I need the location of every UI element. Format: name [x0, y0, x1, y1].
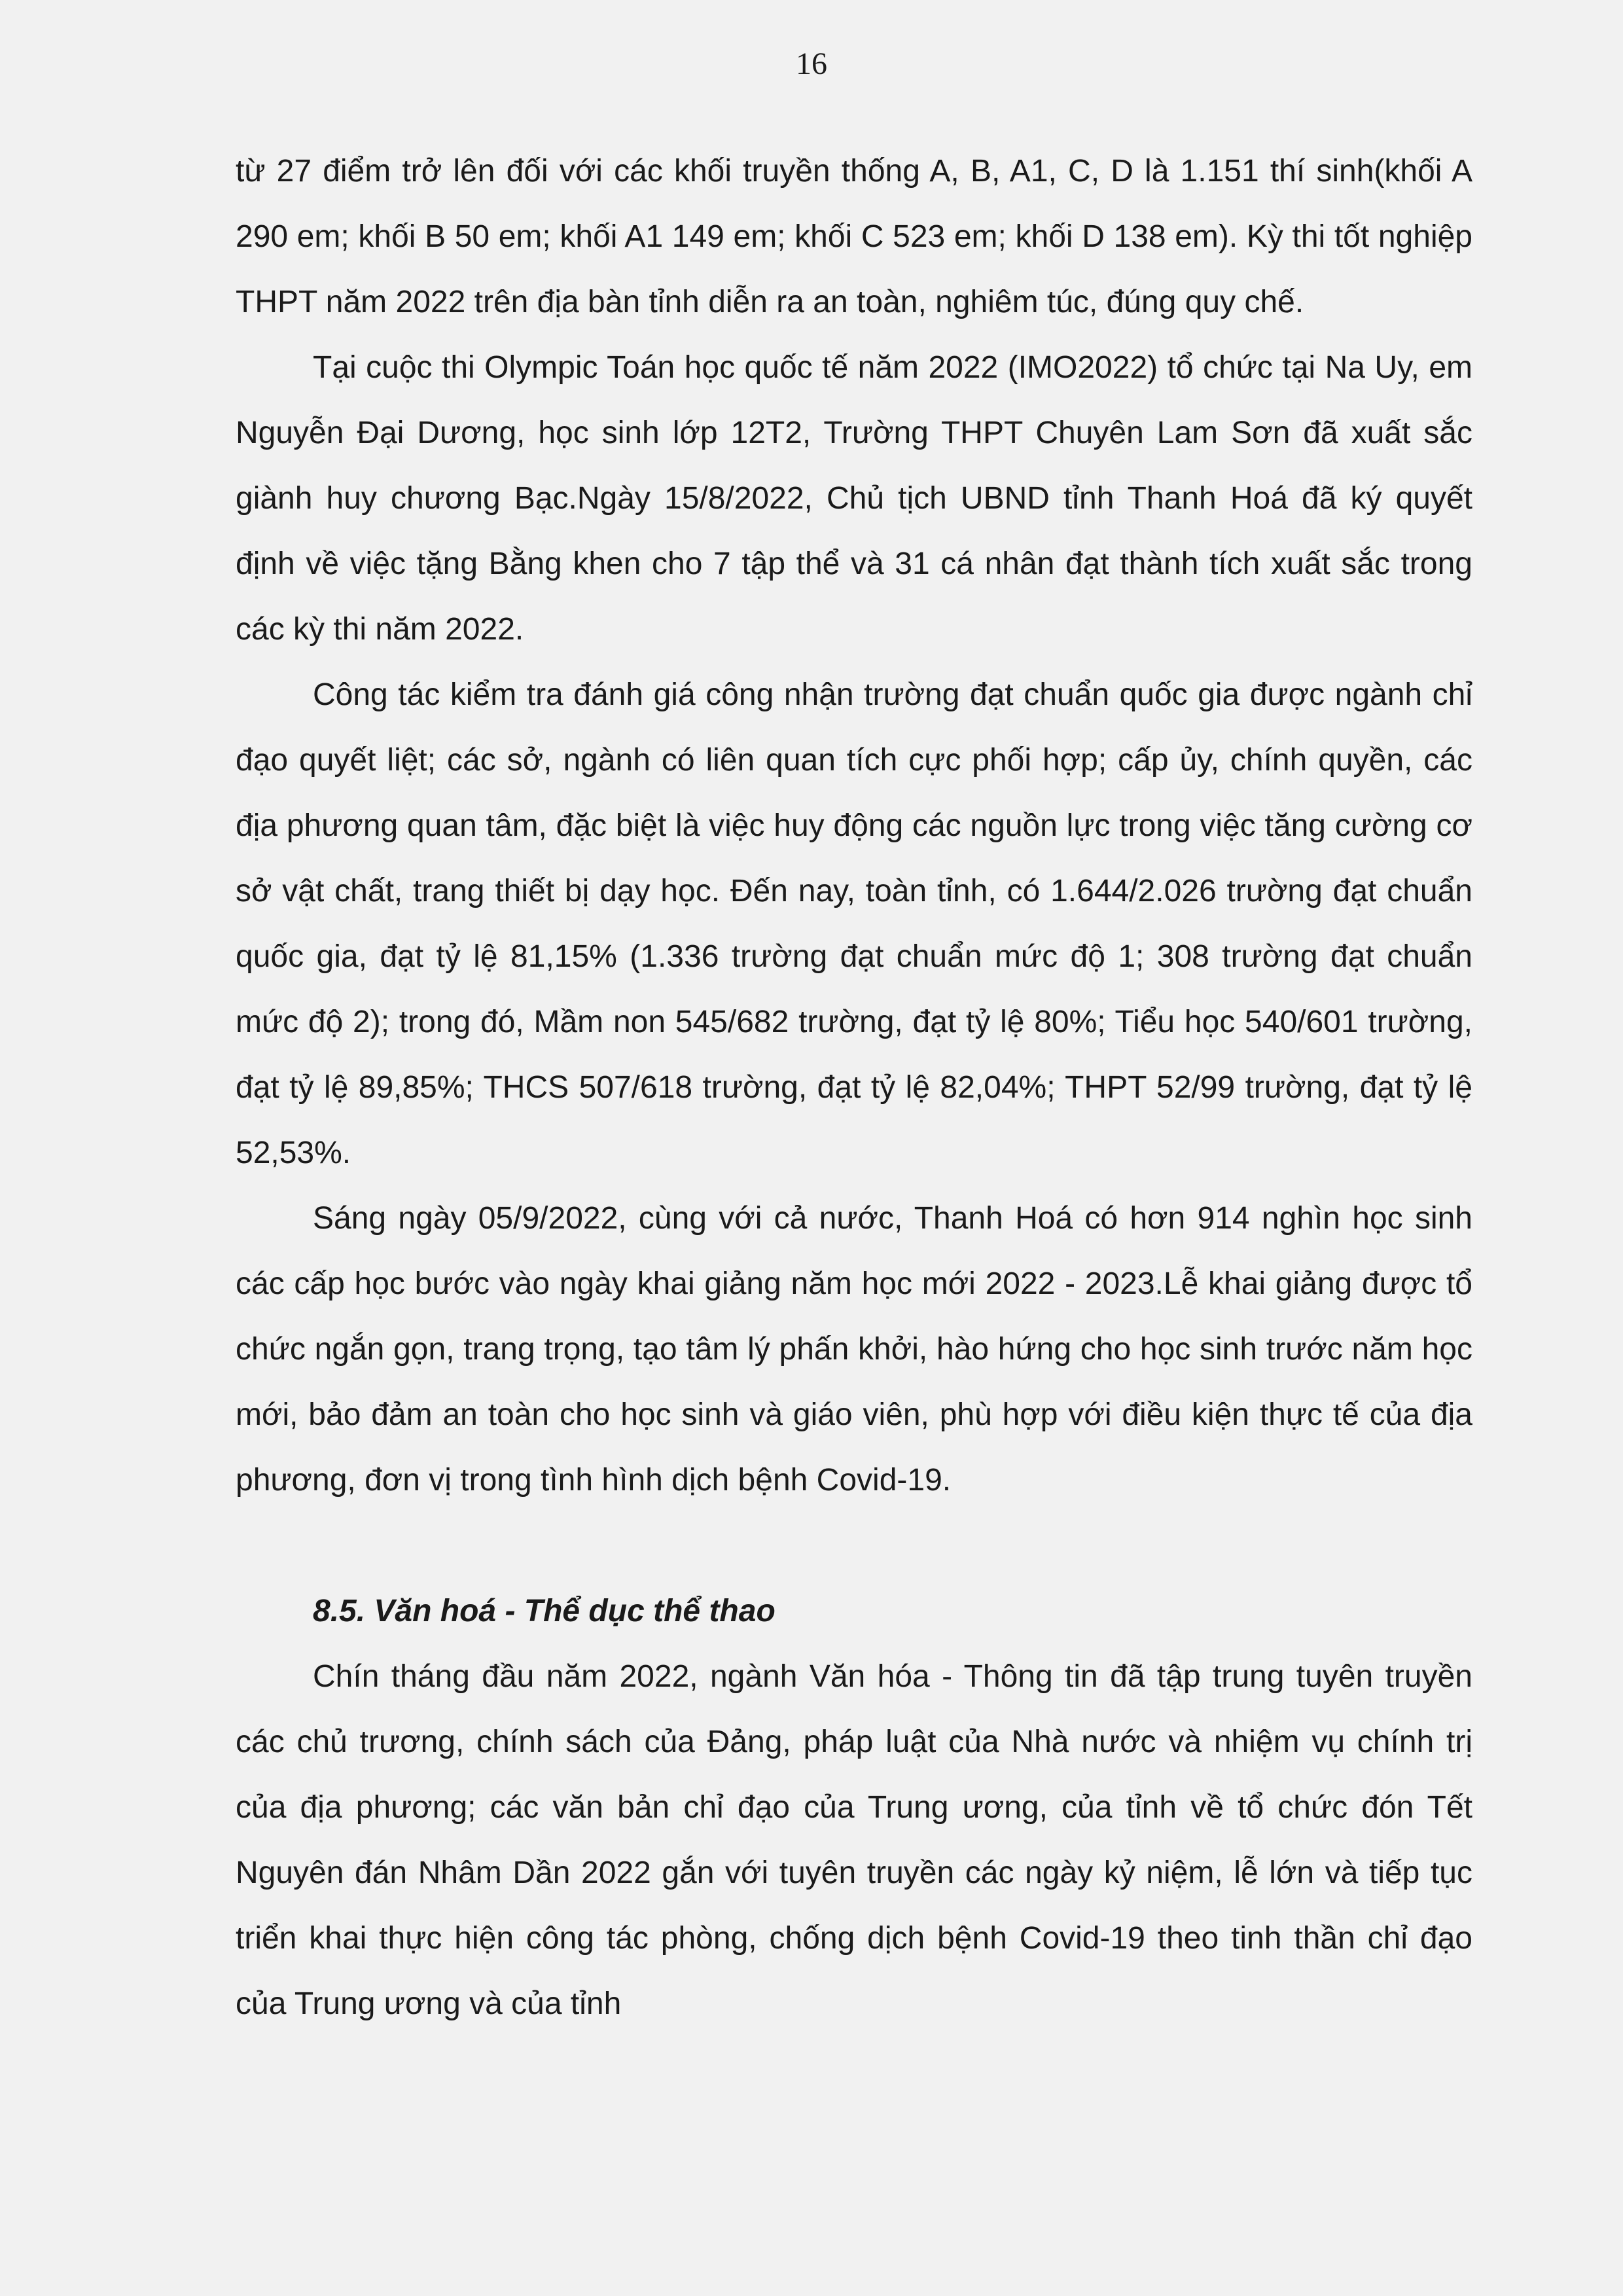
document-body	[236, 139, 1472, 2037]
page-number: 16	[796, 46, 827, 81]
paragraph: từ 27 điểm trở lên đối với các khối truyền thống A, B, A1, C, D là 1.151 thí sinh(khối A 290 em; khối B 50 em; khối A1 149 em; khối C 523 em; khối D 138 em). Kỳ thi tốt nghiệp THPT năm 2022 trên địa bàn tỉnh diễn ra an toàn, nghiêm túc, đúng quy chế.	[236, 154, 1472, 319]
paragraph: Công tác kiểm tra đánh giá công nhận trường đạt chuẩn quốc gia được ngành chỉ đạo quyết liệt; các sở, ngành có liên quan tích cực phối hợp; cấp ủy, chính quyền, các địa phương quan tâm, đặc biệt là việc huy động các nguồn lực trong việc tăng cường cơ sở vật chất, trang thiết bị dạy học. Đến nay, toàn tỉnh, có 1.644/2.026 trường đạt chuẩn quốc gia, đạt tỷ lệ 81,15% (1.336 trường đạt chuẩn mức độ 1; 308 trường đạt chuẩn mức độ 2); trong đó, Mầm non 545/682 trường, đạt tỷ lệ 80%; Tiểu học 540/601 trường, đạt tỷ lệ 89,85%; THCS 507/618 trường, đạt tỷ lệ 82,04%; THPT 52/99 trường, đạt tỷ lệ 52,53%.	[236, 677, 1472, 1170]
paragraph: Sáng ngày 05/9/2022, cùng với cả nước, Thanh Hoá có hơn 914 nghìn học sinh các cấp học bước vào ngày khai giảng năm học mới 2022 - 2023.Lễ khai giảng được tổ chức ngắn gọn, trang trọng, tạo tâm lý phấn khởi, hào hứng cho học sinh trước năm học mới, bảo đảm an toàn cho học sinh và giáo viên, phù hợp với điều kiện thực tế của địa phương, đơn vị trong tình hình dịch bệnh Covid-19.	[236, 1201, 1472, 1498]
section-heading: 8.5. Văn hoá - Thể dục thể thao	[313, 1594, 776, 1628]
paragraph: Chín tháng đầu năm 2022, ngành Văn hóa - Thông tin đã tập trung tuyên truyền các chủ trương, chính sách của Đảng, pháp luật của Nhà nước và nhiệm vụ chính trị của địa phương; các văn bản chỉ đạo của Trung ương, của tỉnh về tổ chức đón Tết Nguyên đán Nhâm Dần 2022 gắn với tuyên truyền các ngày kỷ niệm, lễ lớn và tiếp tục triển khai thực hiện công tác phòng, chống dịch bệnh Covid-19 theo tinh thần chỉ đạo của Trung ương và của tỉnh	[236, 1659, 1472, 2021]
paragraph: Tại cuộc thi Olympic Toán học quốc tế năm 2022 (IMO2022) tổ chức tại Na Uy, em Nguyễn Đại Dương, học sinh lớp 12T2, Trường THPT Chuyên Lam Sơn đã xuất sắc giành huy chương Bạc.Ngày 15/8/2022, Chủ tịch UBND tỉnh Thanh Hoá đã ký quyết định về việc tặng Bằng khen cho 7 tập thể và 31 cá nhân đạt thành tích xuất sắc trong các kỳ thi năm 2022.	[236, 350, 1472, 647]
